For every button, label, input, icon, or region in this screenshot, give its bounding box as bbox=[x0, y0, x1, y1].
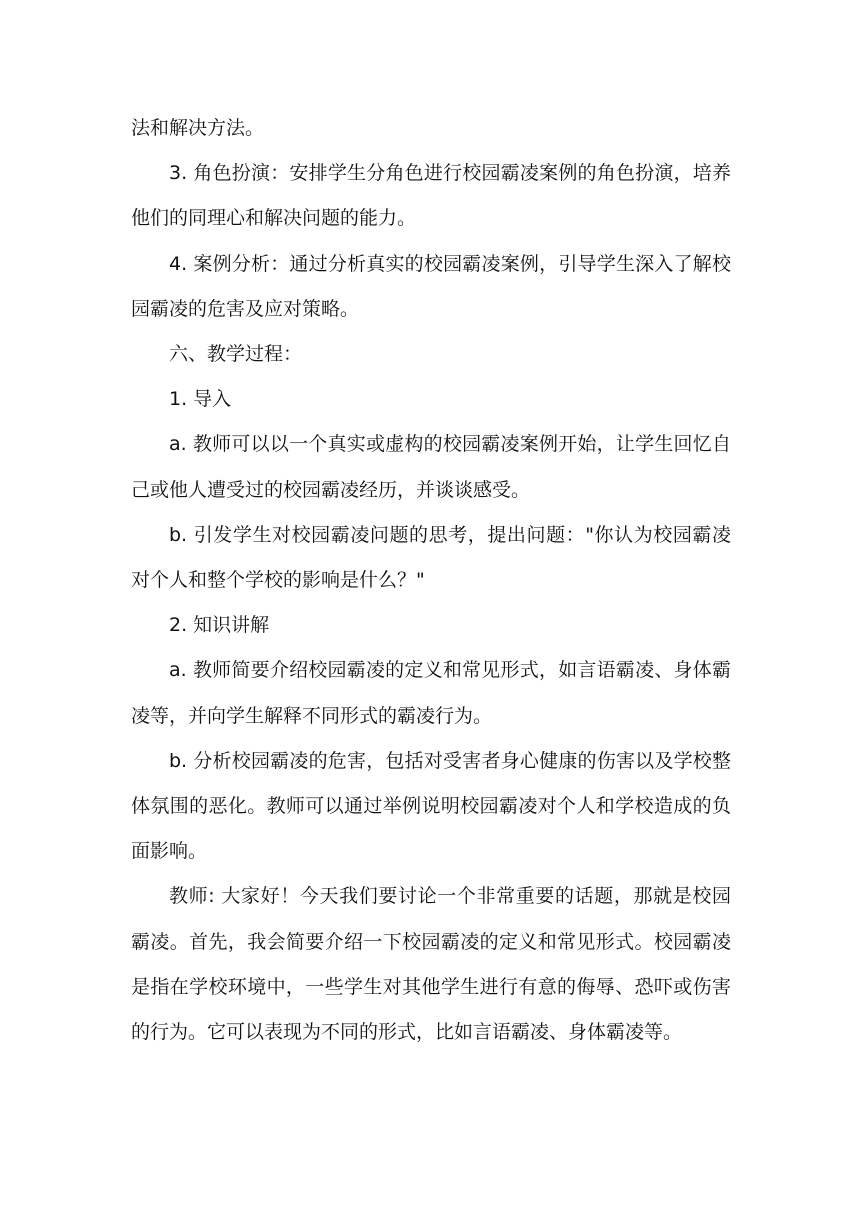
paragraph-continuation: 法和解决方法。 bbox=[131, 117, 265, 139]
paragraph-case-analysis: 4. 案例分析：通过分析真实的校园霸凌案例，引导学生深入了解校园霸凌的危害及应对策略。 bbox=[131, 252, 731, 320]
paragraph-teacher-speech: 教师: 大家好！今天我们要讨论一个非常重要的话题，那就是校园霸凌。首先，我会简要介绍一下校园霸凌的定义和常见形式。校园霸凌是指在学校环境中，一些学生对其他学生进行有意的侮辱、恐吓或伤害的行为。它可以表现为不同的形式，比如言语霸凌、身体霸凌等。 bbox=[131, 885, 731, 1044]
paragraph-intro-b: b. 引发学生对校园霸凌问题的思考，提出问题："你认为校园霸凌对个人和整个学校的影响是什么？" bbox=[131, 523, 731, 592]
subheading-introduction: 1. 导入 bbox=[169, 388, 232, 411]
document-body bbox=[131, 106, 731, 1055]
section-heading-teaching-process: 六、教学过程： bbox=[169, 343, 303, 366]
paragraph-role-play: 3. 角色扮演：安排学生分角色进行校园霸凌案例的角色扮演，培养他们的同理心和解决问题的能力。 bbox=[131, 162, 731, 230]
subheading-knowledge-explanation: 2. 知识讲解 bbox=[169, 614, 270, 637]
paragraph-knowledge-b: b. 分析校园霸凌的危害，包括对受害者身心健康的伤害以及学校整体氛围的恶化。教师可以通过举例说明校园霸凌对个人和学校造成的负面影响。 bbox=[131, 749, 731, 863]
paragraph-intro-a: a. 教师可以以一个真实或虚构的校园霸凌案例开始，让学生回忆自己或他人遭受过的校园霸凌经历，并谈谈感受。 bbox=[131, 433, 731, 501]
paragraph-knowledge-a: a. 教师简要介绍校园霸凌的定义和常见形式，如言语霸凌、身体霸凌等，并向学生解释不同形式的霸凌行为。 bbox=[131, 659, 731, 727]
